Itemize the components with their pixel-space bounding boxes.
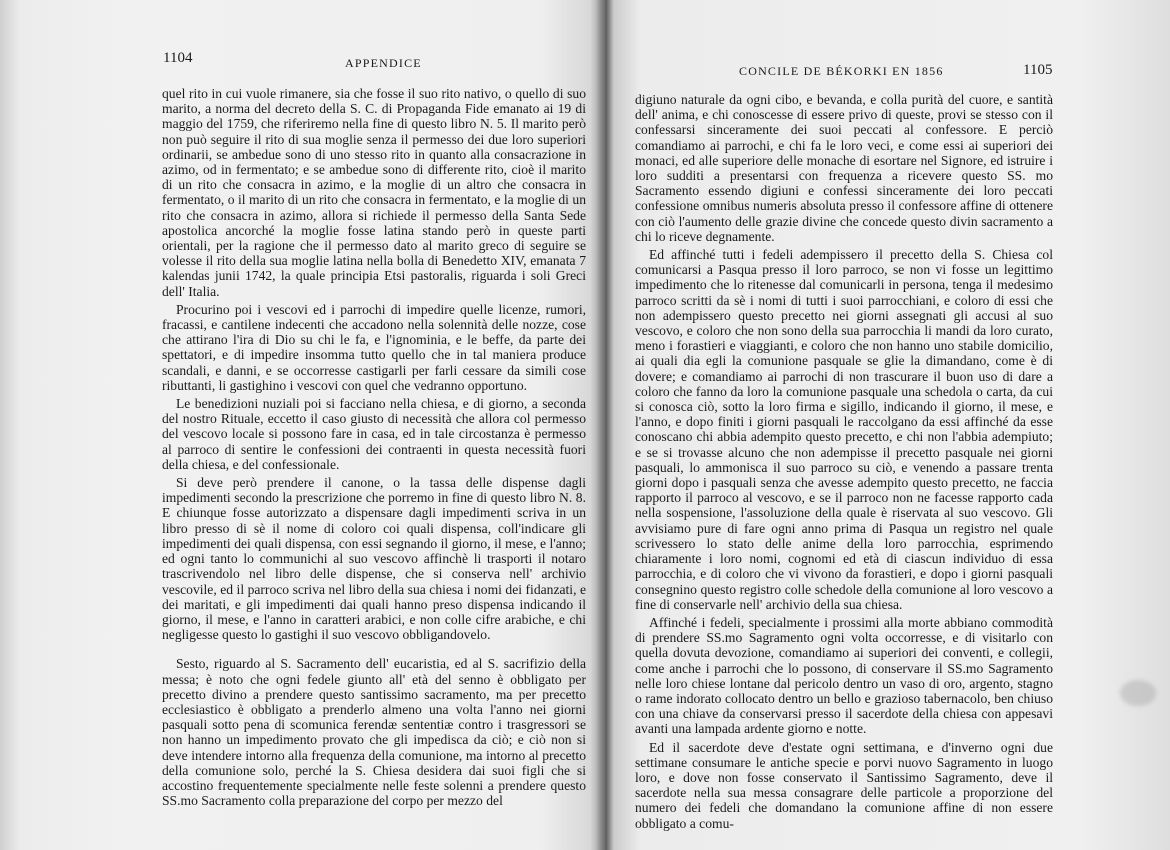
paragraph: digiuno naturale da ogni cibo, e bevanda, e colla purità del cuore, e santità dell' anima, e chi conoscesse di essere privo di queste, provi se stesso con il confessarsi sinceramente dei suoi peccati al confessore. E perciò comandiamo ai parrochi, e chi fa le loro veci, e come essi ai superiori dei monaci, ed alle superiore delle monache di esortare nel Signore, ed istruire i loro sudditi a presentarsi con frequenza a ricevere questo SS. mo Sacramento essendo digiuni e confessi sinceramente dei loro peccati confessione omnibus numeris absoluta presso il confessore affine di ottenere con ciò l'aumento delle grazie divine che concede questo divin sacramento a chi lo riceve degnamente. [635, 92, 1053, 244]
paragraph: Si deve però prendere il canone, o la tassa delle dispense dagli impedimenti secondo la prescrizione che porremo in fine di questo libro N. 8. E chiunque fosse autorizzato a dispensare dagli impedimenti scriva in un libro presso di sè il nome di coloro coi quali dispensa, coll'indicare gli impedimenti dei quali dispensa, con essi segnando il giorno, il mese, e l'anno; ed ogni tanto lo communichi al suo vescovo affinchè li trasporti il notaro trascrivendolo nel libro delle dispense, che si conserva nell' archivio vescovile, ed il parroco scriva nel libro della sua chiesa i nomi dei fidanzati, e dei maritati, e gli impedimenti dai quali hanno preso dispensa indicando il giorno, il mese, e l'anno in caratteri arabici, e non colle cifre arabiche, e chi negligesse questo lo gastighi il suo vescovo obbligandovelo. [162, 475, 586, 643]
page-number: 1105 [1023, 62, 1053, 78]
page-body [162, 86, 586, 811]
paragraph: Affinché i fedeli, specialmente i prossimi alla morte abbiano commodità di prendere SS.mo Sagramento ogni volta occorresse, e di visitarlo con quella dovuta devozione, comandiamo ai superiori dei conventi, e collegii, come anche i parrochi che lo possono, di conservare il SS.mo Sagramento nelle loro chiese lontane dal pericolo dentro un vaso di oro, argento, stagno o rame indorato collocato dentro un bello e grazioso tabernacolo, ben chiuso con una chiave da conservarsi presso il sacerdote della chiesa con appesavi avanti una lampada ardente giorno e notte. [635, 614, 1053, 737]
paragraph: Sesto, riguardo al S. Sacramento dell' eucaristia, ed al S. sacrifizio della messa; è noto che ogni fedele giunto all' età del senno è obbligato per precetto divino a prendere questo santissimo sacramento, ma per precetto ecclesiastico è obbligato a prenderlo almeno una volta l'anno nei giorni pasquali sotto pena di scomunica ferendæ sententiæ contro i trasgressori se non hanno un impedimento provato che gli impedisca da ciò; e ciò non si deve intendere intorno alla frequenza della comunione, ma intorno al precetto della comunione solo, perché la S. Chiesa desidera dai suoi figli che si accostino frequentemente specialmente nelle feste solenni a prendere questo SS.mo Sacramento colla preparazione del corpo per mezzo del [162, 656, 586, 809]
ink-smudge [1120, 680, 1156, 706]
running-head: APPENDICE [345, 56, 422, 70]
page-number: 1104 [163, 50, 193, 66]
paragraph: quel rito in cui vuole rimanere, sia che fosse il suo rito nativo, o quello di suo marito, a norma del decreto della S. C. di Propaganda Fide emanato ai 19 di maggio del 1759, che riferiremo nella fine di questo libro N. 5. Il marito però non può seguire il rito di sua moglie senza il permesso dei due loro superiori ordinarii, se ambedue sono di uno stesso rito in quanto alla consacrazione in azimo, od in fermentato; e se ambedue sono di differente rito, cioè il marito di un rito che consacra in azimo, e la moglie di un altro che consacra in fermentato, o il marito di un rito che consacra in fermentato, e la moglie di un rito che consacra in azimo, allora si richiede il permesso della Santa Sede apostolica ancorché la moglie fosse latina stando però in queste parti orientali, per la ragione che il permesso dato al marito greco di seguire se volesse il rito della sua moglie latina nella bolla di Benedetto XIV, emanata 7 kalendas junii 1742, la quale principia Etsi pastoralis, riguarda i soli Greci dell' Italia. [162, 86, 586, 299]
running-head: CONCILE DE BÉKORKI EN 1856 [739, 64, 944, 78]
paragraph: Procurino poi i vescovi ed i parrochi di impedire quelle licenze, rumori, fracassi, e cantilene indecenti che accadono nella solennità delle nozze, cose che attirano l'ira di Dio su chi le fa, e l'ignominia, e le beffe, da parte dei spettatori, e di impedire insomma tutto quello che in tal maniera produce scandali, e danni, e se occorresse castigarli per farli cessare da simili cose ributtanti, li gastighino i vescovi con quel che vedranno opportuno. [162, 301, 586, 393]
right-page [608, 0, 1170, 850]
paragraph: Ed affinché tutti i fedeli adempissero il precetto della S. Chiesa col comunicarsi a Pasqua presso il loro parroco, se non vi fosse un legittimo impedimento che lo ritenesse dal comunicarli in persona, tenga il medesimo parroco scritti da sè i nomi di tutti i suoi parrocchiani, e coloro di essi che non adempissero questo precetto nei giorni assegnati gli accusi al suo vescovo, e coloro che non sono della sua parrocchia li mandi da loro curato, meno i forastieri e viaggianti, e coloro che non hanno uno stabile domicilio, ai quali dia egli la comunione pasquale se glie la dimandano, come è di dovere; e comandiamo ai parrochi di non trascurare il buon uso di dare a coloro che fanno da loro la comunione pasquale una schedola o carta, da cui si conosca ciò, sotto la loro firma e sigillo, indicando il giorno, il mese, e l'anno, e dopo finiti i giorni pasquali le raccolgano da essi affinché da esse conoscano chi abbia adempito questo precetto, e chi non l'abbia adempiuto; e se si trovasse alcuno che non adempisse il precetto pasquale nei giorni pasquali, lo ammonisca il suo parroco su ciò, e venendo a passare trenta giorni dopo i pasquali senza che avesse adempito questo precetto, ne faccia rapporto il parroco al vescovo, e se il parroco non ne facesse rapporto cada nella sospensione, l'assoluzione della quale è riservata al suo vescovo. Gli avvisiamo pure di fare ogni anno prima di Pasqua un registro nel quale scrivessero lo stato delle anime della loro parrocchia, esprimendo chiaramente i loro nomi, cognomi ed età di ciascun individuo di essa parrocchia, e di coloro che vi vivono da forastieri, e dopo i giorni pasquali consegnino questo registro colle schedole della comunione al loro vescovo a fine di conservarle nell' archivio della sua chiesa. [635, 247, 1053, 612]
paragraph: Le benedizioni nuziali poi si facciano nella chiesa, e di giorno, a seconda del nostro Rituale, eccetto il caso giusto di necessità che allora col permesso del vescovo locale si possono fare in casa, ed in tale circostanza è permesso al parroco di sentire le confessioni dei contraenti in questa necessità fuori della chiesa, e del confessionale. [162, 396, 586, 472]
page-body [635, 92, 1053, 834]
paragraph: Ed il sacerdote deve d'estate ogni settimana, e d'inverno ogni due settimane consumare le antiche specie e porvi nuovo Sagramento in luogo loro, e dove non fosse conservato il Santissimo Sagramento, deve il sacerdote nella sua messa consagrare delle particole a proporzione del numero dei fedeli che domandano la comunione affine di non essere obbligato a comu- [635, 739, 1053, 831]
